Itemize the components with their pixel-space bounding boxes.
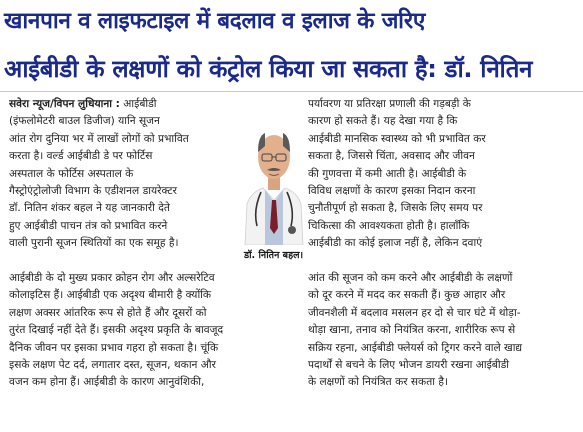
- headline-line-1: खानपान व लाइफटाइल में बदलाव व इलाज के जरिए: [4, 8, 425, 34]
- article-line: दैनिक जीवन पर इसका प्रभाव गहरा हो सकता है। चूंकि: [9, 341, 219, 354]
- article-line: आईबीडी के दो मुख्य प्रकार क्रोहन रोग और अल्सरेटिव: [9, 272, 215, 284]
- article-line: आईबीडी: [123, 98, 157, 110]
- article-line: कोलाइटिस हैं। आईबीडी एक अदृश्य बीमारी है क्योंकि: [9, 289, 212, 302]
- article-line: आंत की सूजन को कम करने और आईबीडी के लक्षणों: [308, 272, 513, 284]
- article-line: कारण हो सकते हैं। यह देखा गया है कि: [308, 115, 458, 128]
- article-line: इसके लक्षण पेट दर्द, लगातार दस्त, सूजन, थकान और: [9, 359, 216, 372]
- article-line: आंत रोग दुनिया भर में लाखों लोगों को प्रभावित: [9, 132, 189, 145]
- article-column-right-bottom: [308, 270, 578, 392]
- article-line: पर्यावरण या प्रतिरक्षा प्रणाली की गड़बड़ी के: [308, 98, 471, 110]
- article-line: करता है। वर्ल्ड आईबीडी डे पर फोर्टिस: [9, 150, 153, 163]
- article-line: पदार्थों से बचने के लिए भोजन डायरी रखना आईबीडी: [308, 359, 509, 372]
- article-line: को दूर करने में मदद कर सकती हैं। कुछ आहार और: [308, 289, 506, 302]
- article-line: जीवनशैली में बदलाव मसलन हर दो से चार घंटे में थोड़ा-: [308, 306, 521, 319]
- article-column-left-bottom: [9, 270, 299, 392]
- article-line: चिकित्सा की आवश्यकता होती है। हालाँकि: [308, 219, 470, 232]
- article-line: के लक्षणों को नियंत्रित कर सकता है।: [308, 376, 448, 389]
- article-line: सकता है, जिससे चिंता, अवसाद और जीवन: [308, 150, 475, 163]
- article-line: वाली पुरानी सूजन स्थितियों का एक समूह है।: [9, 237, 179, 250]
- dateline: सवेरा न्यूज/विपन लुधियाना :: [9, 98, 120, 110]
- article-line: हुए आईबीडी पाचन तंत्र को प्रभावित करने: [9, 219, 168, 232]
- article-column-left: [9, 96, 245, 253]
- article-line: विविध लक्षणों के कारण इसका निदान करना: [308, 185, 476, 198]
- article-line: तुरंत दिखाई नहीं देते हैं। इसकी अदृश्य प्रकृति के बावजूद: [9, 324, 224, 337]
- article-line: सक्रिय रहना, आईबीडी फ्लेयर्स को ट्रिगर करने वाले खाद्य: [308, 341, 523, 354]
- article-line: चुनौतीपूर्ण हो सकता है, जिसके लिए समय पर: [308, 202, 483, 215]
- article-line: थोड़ा खाना, तनाव को नियंत्रित करना, शारीरिक रूप से: [308, 324, 516, 337]
- article-line: आईबीडी का कोई इलाज नहीं है, लेकिन दवाएं: [308, 237, 483, 250]
- article-line: लक्षण अक्सर आंतरिक रूप से होते हैं और दूसरों को: [9, 306, 207, 319]
- article-line: गैस्ट्रोएंट्रोलोजी विभाग के एडीशनल डायरेक्टर: [9, 185, 177, 198]
- photo-caption: डॉ. नितिन बहल।: [244, 250, 304, 261]
- article-first-line: [9, 96, 245, 113]
- article-line: (इंफलोमेटरी बाउल डिजीज) यानि सूजन: [9, 115, 160, 128]
- article-line: वजन कम होना हैं। आईबीडी के कारण आनुवंशिकी,: [9, 376, 205, 389]
- article-line: आईबीडी मानसिक स्वास्थ्य को भी प्रभावित कर: [308, 132, 486, 145]
- article-line: की गुणवत्ता में कमी आती है। आईबीडी के: [308, 167, 467, 180]
- article-line: अस्पताल के फोर्टिस अस्पताल के: [9, 167, 134, 180]
- doctor-photo: [243, 100, 305, 245]
- headline-line-2: आईबीडी के लक्षणों को कंट्रोल किया जा सकता है: डॉ. नितिन: [4, 55, 533, 83]
- article-column-right: [308, 96, 578, 253]
- article-line: डॉ. नितिन शंकर बहल ने यह जानकारी देते: [9, 202, 170, 215]
- headline-divider: [0, 91, 583, 92]
